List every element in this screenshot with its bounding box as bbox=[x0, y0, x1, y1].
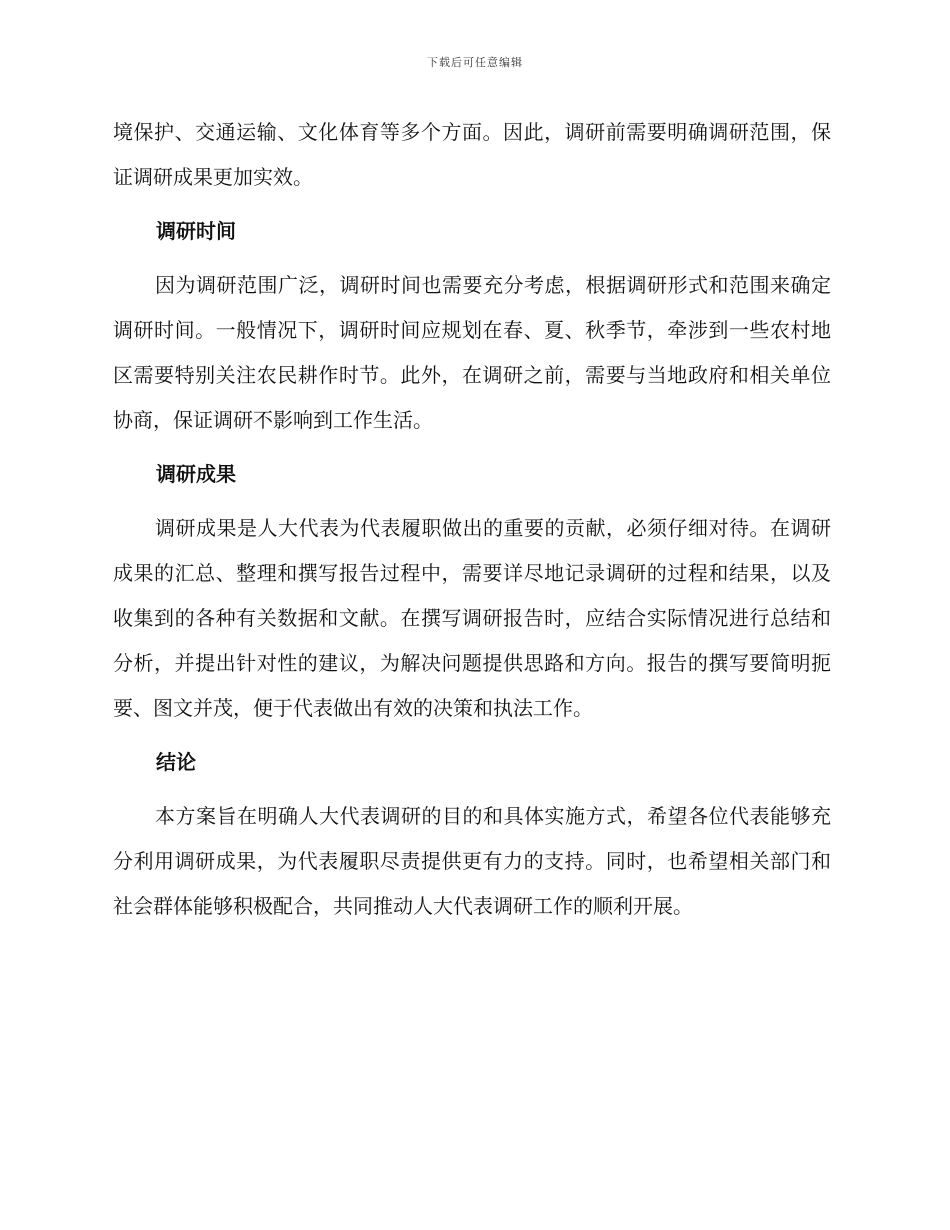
paragraph-scope-continuation: 境保护、交通运输、文化体育等多个方面。因此，调研前需要明确调研范围，保证调研成果更加实效。 bbox=[113, 120, 831, 189]
header-note: 下载后可任意编辑 bbox=[427, 56, 523, 69]
heading-research-results: 调研成果 bbox=[156, 462, 236, 486]
document-body bbox=[113, 110, 831, 938]
heading-conclusion: 结论 bbox=[156, 750, 196, 774]
paragraph-conclusion: 本方案旨在明确人大代表调研的目的和具体实施方式，希望各位代表能够充分利用调研成果，为代表履职尽责提供更有力的支持。同时，也希望相关部门和社会群体能够积极配合，共同推动人大代表调研工作的顺利开展。 bbox=[113, 804, 831, 918]
heading-research-time: 调研时间 bbox=[156, 219, 236, 243]
paragraph-research-results: 调研成果是人大代表为代表履职做出的重要的贡献，必须仔细对待。在调研成果的汇总、整理和撰写报告过程中，需要详尽地记录调研的过程和结果，以及收集到的各种有关数据和文献。在撰写调研报告时，应结合实际情况进行总结和分析，并提出针对性的建议，为解决问题提供思路和方向。报告的撰写要简明扼要、图文并茂，便于代表做出有效的决策和执法工作。 bbox=[113, 516, 831, 720]
paragraph-research-time: 因为调研范围广泛，调研时间也需要充分考虑，根据调研形式和范围来确定调研时间。一般情况下，调研时间应规划在春、夏、秋季节，牵涉到一些农村地区需要特别关注农民耕作时节。此外，在调研之前，需要与当地政府和相关单位协商，保证调研不影响到工作生活。 bbox=[113, 273, 831, 432]
